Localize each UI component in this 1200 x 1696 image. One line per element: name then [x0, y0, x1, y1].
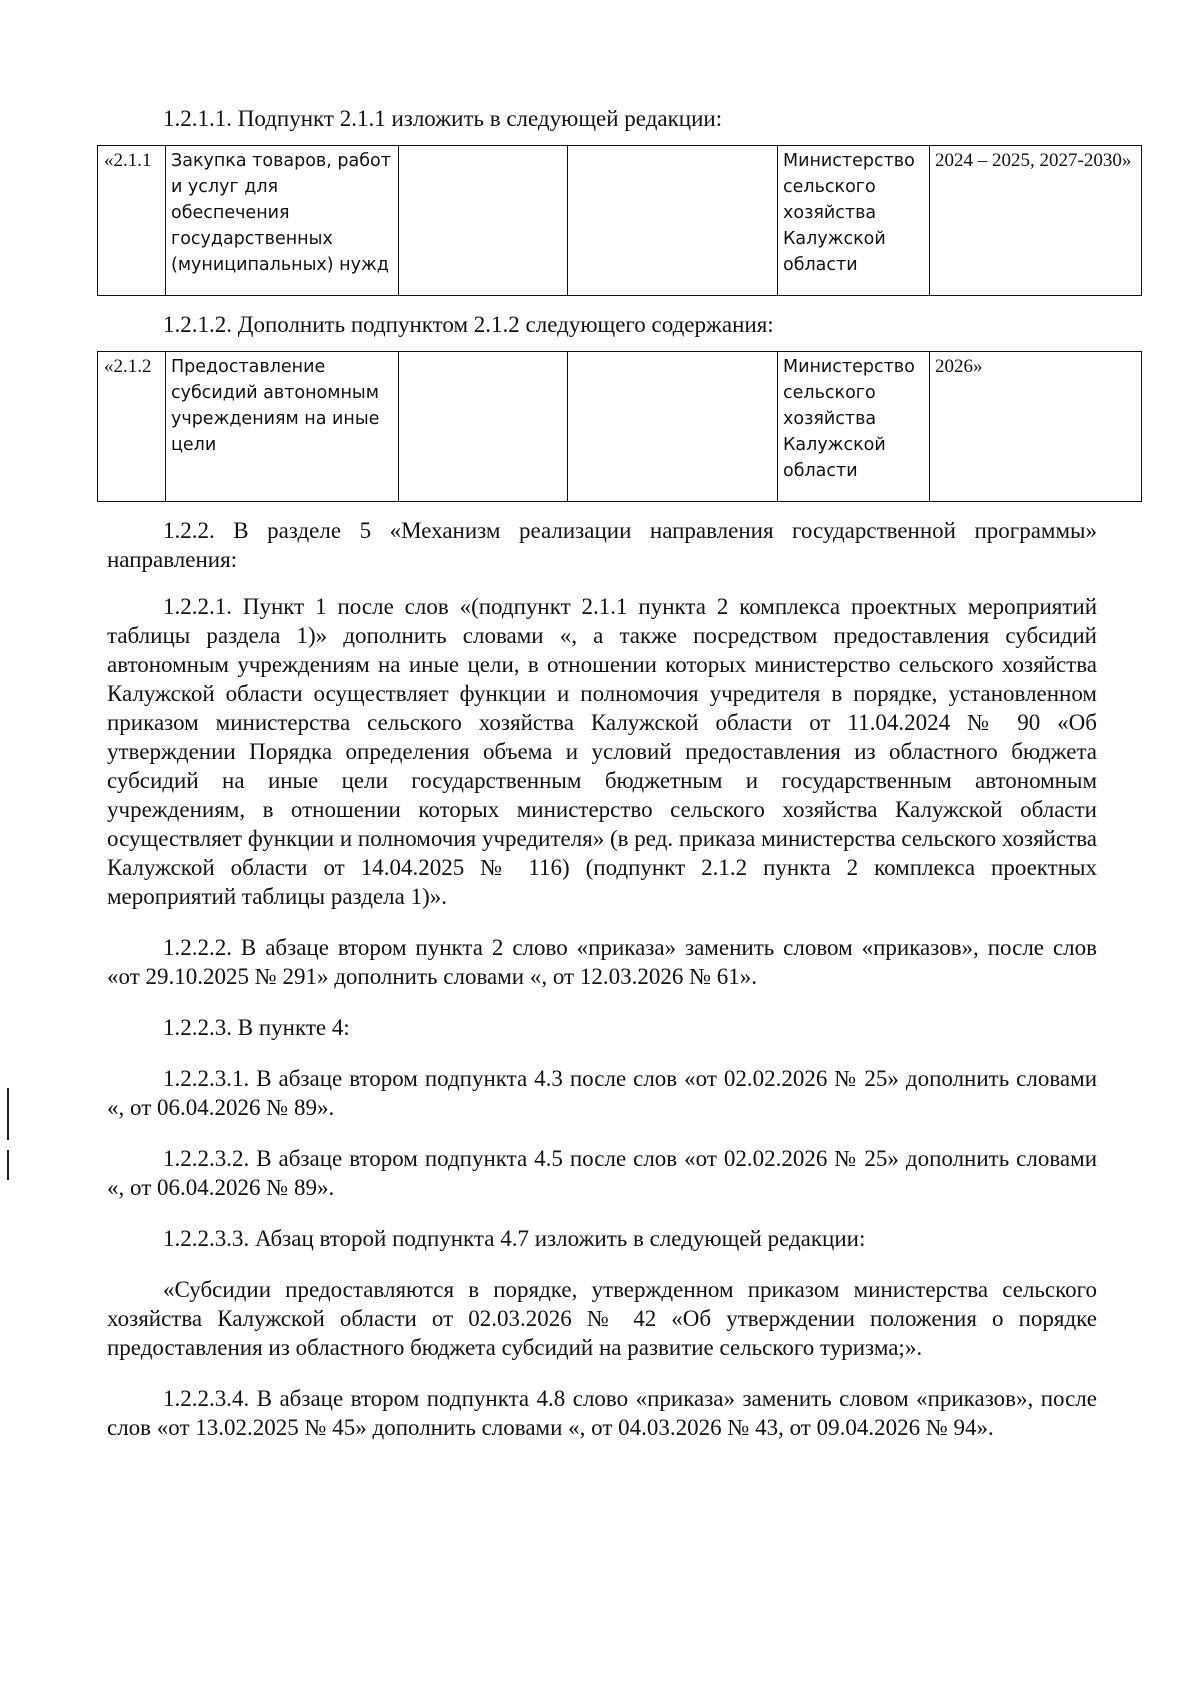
scan-mark: [7, 1150, 9, 1180]
table-item-2-1-1: [97, 145, 1142, 296]
paragraph-1-2-2-3-1: 1.2.2.3.1. В абзаце втором подпункта 4.3 после слов «от 02.02.2026 № 25» дополнить словами «, от 06.04.2026 № 89».: [107, 1066, 1097, 1120]
document-page: [104, 104, 1132, 1442]
paragraph-1-2-2-1: 1.2.2.1. Пункт 1 после слов «(подпункт 2.1.1 пункта 2 комплекса проектных мероприятий таблицы раздела 1)» дополнить словами «, а также посредством предоставления субсидий автономным учреждениям на иные цели, в отношении которых министерство сельского хозяйства Калужской области осуществляет функции и полномочия учредителя в порядке, установленном приказом министерства сельского хозяйства Калужской области от 11.04.2024 № 90 «Об утверждении Порядка определения объема и условий предоставления из областного бюджета субсидий на иные цели государственным бюджетным и государственным автономным учреждениям, в отношении которых министерство сельского хозяйства Калужской области осуществляет функции и полномочия учредителя» (в ред. приказа министерства сельского хозяйства Калужской области от 14.04.2025 № 116) (подпункт 2.1.2 пункта 2 комплекса проектных мероприятий таблицы раздела 1)».: [107, 594, 1097, 909]
table-item-2-1-2: [97, 351, 1142, 502]
table-row: [98, 146, 1142, 296]
empty-cell: [568, 146, 778, 296]
paragraph-1-2-2-3-2: 1.2.2.3.2. В абзаце втором подпункта 4.5 после слов «от 02.02.2026 № 25» дополнить словами «, от 06.04.2026 № 89».: [107, 1146, 1097, 1200]
scan-mark: [7, 1088, 9, 1140]
table-row: [98, 352, 1142, 502]
heading-1-2-1-1: 1.2.1.1. Подпункт 2.1.1 изложить в следующей редакции:: [163, 106, 723, 131]
paragraph-1-2-2-3-3: 1.2.2.3.3. Абзац второй подпункта 4.7 изложить в следующей редакции:: [163, 1226, 866, 1251]
responsible-org: Министерство сельского хозяйства Калужской области: [778, 146, 930, 296]
responsible-org: Министерство сельского хозяйства Калужской области: [778, 352, 930, 502]
item-number: «2.1.1: [98, 146, 166, 296]
paragraph-1-2-2-3: 1.2.2.3. В пункте 4:: [163, 1015, 350, 1040]
empty-cell: [399, 146, 568, 296]
item-name: Закупка товаров, работ и услуг для обеспечения государственных (муниципальных) нужд: [166, 146, 399, 296]
empty-cell: [399, 352, 568, 502]
years: 2024 – 2025, 2027-2030»: [930, 146, 1142, 296]
heading-1-2-1-2: 1.2.1.2. Дополнить подпунктом 2.1.2 следующего содержания:: [163, 312, 774, 337]
paragraph-1-2-2-2: 1.2.2.2. В абзаце втором пункта 2 слово «приказа» заменить словом «приказов», после слов «от 29.10.2025 № 291» дополнить словами «, от 12.03.2026 № 61».: [107, 935, 1097, 989]
empty-cell: [568, 352, 778, 502]
paragraph-1-2-2-3-4: 1.2.2.3.4. В абзаце втором подпункта 4.8 слово «приказа» заменить словом «приказов», после слов «от 13.02.2025 № 45» дополнить словами «, от 04.03.2026 № 43, от 09.04.2026 № 94».: [107, 1386, 1097, 1440]
paragraph-1-2-2: 1.2.2. В разделе 5 «Механизм реализации направления государственной программы» направления:: [107, 518, 1097, 572]
item-number: «2.1.2: [98, 352, 166, 502]
years: 2026»: [930, 352, 1142, 502]
item-name: Предоставление субсидий автономным учреждениям на иные цели: [166, 352, 399, 502]
paragraph-quote: «Субсидии предоставляются в порядке, утвержденном приказом министерства сельского хозяйства Калужской области от 02.03.2026 № 42 «Об утверждении положения о порядке предоставления из областного бюджета субсидий на развитие сельского туризма;».: [107, 1277, 1097, 1360]
